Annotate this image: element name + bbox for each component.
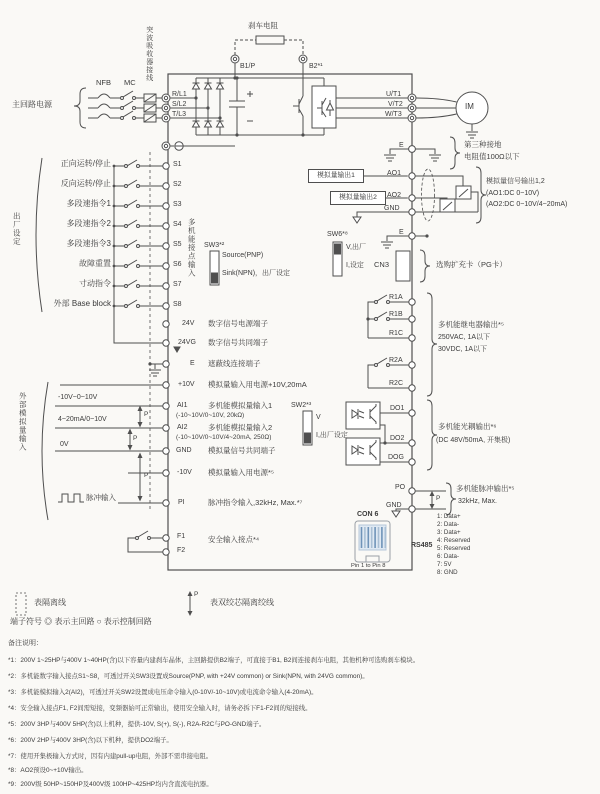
din-label-s1: 正向运转/停止 <box>60 159 111 168</box>
con6-pin-6: 6: Data- <box>437 553 460 560</box>
note-5: *5：200V 3HP与400V 5HP(含)以上机种，提供-10V, S(+), S(-), R2A-R2C与PO-GND端子。 <box>8 721 266 728</box>
sw2-i-label: I,出厂设定 <box>316 432 348 439</box>
note-8: *8：AO2预设0~+10V输出。 <box>8 767 88 774</box>
surge-absorber-label: 突波吸收器接线 <box>145 26 153 82</box>
terminal-b2: B2*¹ <box>309 63 323 70</box>
terminal-w: W/T3 <box>385 111 402 118</box>
terminal-s5: S5 <box>173 241 182 248</box>
desc-e-shield: 遮蔽线连接端子 <box>208 359 261 368</box>
twisted-pair-p4: P <box>436 495 441 502</box>
terminal-s6: S6 <box>173 261 182 268</box>
legend-twisted-label: 表双绞芯隔离绞线 <box>210 598 274 607</box>
sw6-v-label: V,出厂 <box>346 244 366 251</box>
terminal-gnd-po: GND <box>386 502 402 509</box>
nfb-label: NFB <box>96 78 111 87</box>
legend-terminal-symbols: 端子符号 ◎ 表示主回路 ○ 表示控制回路 <box>10 617 152 626</box>
desc-safety-input: 安全输入接点*⁴ <box>208 535 260 544</box>
terminal-u: U/T1 <box>386 91 402 98</box>
ground3-title: 第三种接地 <box>464 140 502 149</box>
terminal-ao1: AO1 <box>387 170 402 177</box>
terminal-e-shield: E <box>190 360 195 367</box>
terminal-s8: S8 <box>173 301 182 308</box>
pulse-output-title: 多机能脉冲输出*⁵ <box>456 484 515 493</box>
din-label-s2: 反向运转/停止 <box>60 179 111 188</box>
terminal-r1a: R1A <box>389 294 403 301</box>
analog-output2-box: 模拟量输出2 <box>330 191 386 205</box>
aout-brace-title: 模拟量信号输出1,2 <box>486 178 545 185</box>
twisted-pair-p1: P <box>144 411 149 418</box>
note-3: *3：多机能模拟输入2(AI2)，可透过开关SW2设置成电压命令输入(0-10V/-10~10V)或电流命令输入(4-20mA)。 <box>8 689 318 696</box>
desc-gnd-ain: 模拟量信号共同端子 <box>208 446 276 455</box>
desc-n10v: 模拟量输入用电源*⁵ <box>208 468 275 477</box>
note-9: *9：200V级 50HP~150HP及400V级 100HP~425HP均内含直流电抗器。 <box>8 781 213 788</box>
terminal-24vg: 24VG <box>178 339 196 346</box>
ground3-sub: 电阻值100Ω以下 <box>464 152 520 161</box>
desc-ai1-sub: (-10~10V/0~10V, 20kΩ) <box>176 412 245 419</box>
desc-pi: 脉冲指令输入,32kHz, Max.*⁷ <box>208 498 303 507</box>
relay-output-spec1: 250VAC, 1A以下 <box>438 334 491 341</box>
sw3-sink-label: Sink(NPN)，出厂设定 <box>222 270 291 277</box>
din-label-s4: 多段速指令2 <box>66 219 111 228</box>
terminal-e1: E <box>399 142 404 149</box>
pulse-output-sub: 32kHz, Max. <box>458 498 497 505</box>
motor-label: IM <box>465 102 474 111</box>
analog-input-group-label: 外部模拟量输入 <box>18 392 28 452</box>
terminal-r1b: R1B <box>389 311 403 318</box>
con6-pin-8: 8: GND <box>437 569 458 576</box>
terminal-r2c: R2C <box>389 380 404 387</box>
terminal-gnd-ain: GND <box>176 447 192 454</box>
sw3-source-label: Source(PNP) <box>222 252 264 259</box>
terminal-do2: DO2 <box>390 435 405 442</box>
ext-ai2-range: 4~20mA/0~10V <box>58 416 107 423</box>
rs485-label: RS485 <box>411 542 433 549</box>
din-label-s5: 多段速指令3 <box>66 239 111 248</box>
note-2: *2：多机能数字输入接点S1~S8，可透过开关SW3设置成Source(PNP, with +24V common) or Sink(NPN, with 24VG common)。 <box>8 673 369 680</box>
terminal-s4: S4 <box>173 221 182 228</box>
terminal-f1: F1 <box>177 533 186 540</box>
din-label-s6: 故障重置 <box>79 259 111 268</box>
relay-output-title: 多机能继电器输出*⁵ <box>438 320 505 329</box>
digital-input-column-label: 多机能接点输入 <box>187 218 197 278</box>
terminal-e2: E <box>399 229 404 236</box>
terminal-r: R/L1 <box>172 91 187 98</box>
desc-ai2-sub: (-10~10V/0~10V/4~20mA, 250Ω) <box>176 434 272 441</box>
legend-p-label: P <box>194 591 199 598</box>
terminal-r1c: R1C <box>389 330 404 337</box>
terminal-ai2: AI2 <box>177 424 188 431</box>
factory-setting-label: 出厂设定 <box>12 212 22 246</box>
din-label-s7: 寸动指令 <box>79 279 111 288</box>
terminal-gnd-aout: GND <box>384 205 400 212</box>
con6-pin-1: 1: Data+ <box>437 513 461 520</box>
terminal-pi: PI <box>178 499 185 506</box>
con6-pin-2: 2: Data- <box>437 521 460 528</box>
con6-pin-3: 3: Data+ <box>437 529 461 536</box>
sw2-v-label: V <box>316 414 321 421</box>
terminal-f2: F2 <box>177 547 186 554</box>
note-7: *7：使用开集极输入方式时，因有内建pull-up电阻，外部不需串接电阻。 <box>8 753 213 760</box>
terminal-s: S/L2 <box>172 101 187 108</box>
terminal-dog: DOG <box>388 454 404 461</box>
terminal-do1: DO1 <box>390 405 405 412</box>
terminal-10v: +10V <box>178 381 195 388</box>
legend-shield-label: 表隔离线 <box>34 598 66 607</box>
note-6: *6：200V 2HP与400V 3HP(含)以下机种，提供DO2端子。 <box>8 737 173 744</box>
terminal-s3: S3 <box>173 201 182 208</box>
terminal-po: PO <box>395 484 406 491</box>
con6-pins-note: Pin 1 to Pin 8 <box>351 563 386 569</box>
note-1: *1：200V 1~25HP与400V 1~40HP(含)以下容量内建刹车晶体，主回路提供B2端子，可直接于B1, B2间连接刹车电阻，其他机种可选购刹车模块。 <box>8 657 420 664</box>
con6-pin-7: 7: 5V <box>437 561 452 568</box>
desc-ai1: 多机能模拟量输入1 <box>208 401 273 410</box>
desc-ai2: 多机能模拟量输入2 <box>208 423 273 432</box>
terminal-n10v: -10V <box>177 469 192 476</box>
terminal-v: V/T2 <box>388 101 403 108</box>
opto-output-title: 多机能光耦输出*⁶ <box>438 422 497 431</box>
ext-0v-label: 0V <box>60 441 69 448</box>
con6-pin-4: 4: Reserved <box>437 537 471 544</box>
sw3-label: SW3*² <box>204 242 225 249</box>
analog-output1-box: 模拟量输出1 <box>308 169 364 183</box>
terminal-b1: B1/P <box>240 63 256 70</box>
din-label-s8: 外部 Base block <box>53 299 111 308</box>
sw6-i-label: I,设定 <box>346 262 364 269</box>
terminal-24v: 24V <box>182 320 195 327</box>
terminal-s2: S2 <box>173 181 182 188</box>
terminal-r2a: R2A <box>389 357 403 364</box>
aout-brace-line2: (AO2:DC 0~10V/4~20mA) <box>486 201 568 208</box>
sw6-label: SW6*⁸ <box>327 231 348 238</box>
twisted-pair-p2: P <box>133 435 138 442</box>
notes-title: 备注说明： <box>8 640 43 647</box>
aout-brace-line1: (AO1:DC 0~10V) <box>486 190 540 197</box>
ext-ai1-range: -10V~0~10V <box>58 394 98 401</box>
opto-output-sub: (DC 48V/50mA, 开集极) <box>436 437 511 444</box>
con6-pin-5: 5: Reserved <box>437 545 471 552</box>
terminal-ao2: AO2 <box>387 192 402 199</box>
con6-title: CON 6 <box>357 511 379 518</box>
desc-24vg: 数字信号共同端子 <box>208 338 268 347</box>
terminal-s1: S1 <box>173 161 182 168</box>
din-label-s3: 多段速指令1 <box>66 199 111 208</box>
pulse-input-label: 脉冲输入 <box>86 493 116 502</box>
main-supply-label: 主回路电源 <box>12 100 52 109</box>
terminal-t: T/L3 <box>172 111 187 118</box>
desc-24v: 数字信号电源端子 <box>208 319 268 328</box>
cn3-desc: 选购扩充卡（PG卡） <box>436 260 507 269</box>
sw2-label: SW2*³ <box>291 402 312 409</box>
note-4: *4：安全输入接点F1, F2间需短接，变频器始可正常输出，使用安全输入时，请务必拆下F1-F2间的短接线。 <box>8 705 312 712</box>
terminal-s7: S7 <box>173 281 182 288</box>
brake-resistor-label: 刹车电阻 <box>248 21 278 30</box>
desc-10v: 模拟量输入用电源+10V,20mA <box>208 380 307 389</box>
mc-label: MC <box>124 78 136 87</box>
cn3-label: CN3 <box>374 260 390 269</box>
twisted-pair-p3: P <box>144 472 149 479</box>
relay-output-spec2: 30VDC, 1A以下 <box>438 346 488 353</box>
terminal-ai1: AI1 <box>177 402 188 409</box>
